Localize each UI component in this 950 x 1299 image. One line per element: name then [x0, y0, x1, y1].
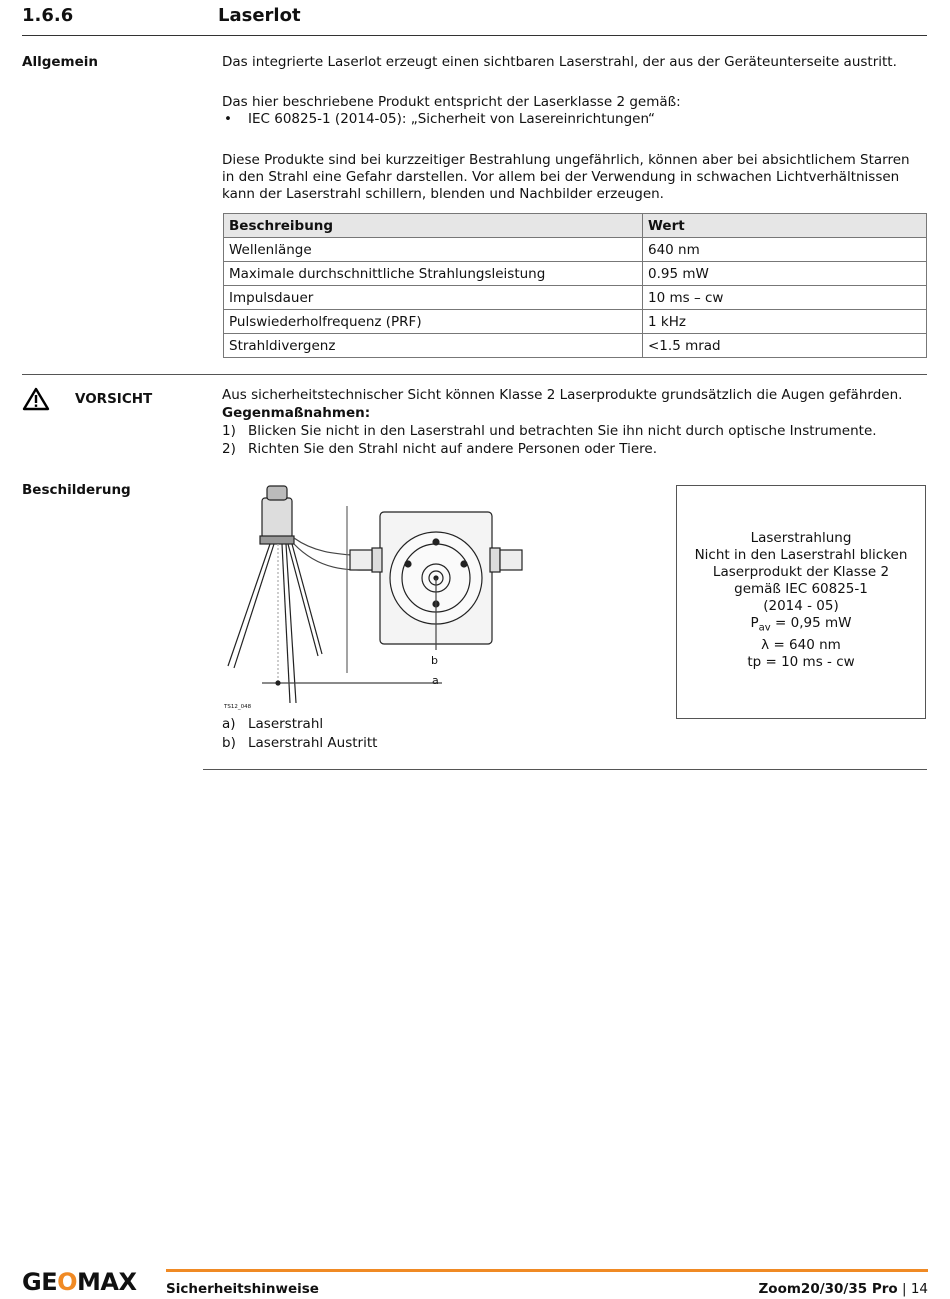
logo-o: O — [57, 1268, 77, 1296]
table-cell: <1.5 mrad — [643, 334, 927, 358]
section-title: Laserlot — [218, 5, 301, 26]
table-cell: 1 kHz — [643, 310, 927, 334]
legend-item-b — [222, 735, 927, 752]
footer-section: Sicherheitshinweise — [166, 1281, 319, 1297]
table-row — [224, 238, 927, 262]
table-row — [224, 334, 927, 358]
sign-line: Laserstrahlung — [750, 530, 852, 546]
general-bullet — [222, 111, 927, 128]
table-row — [224, 310, 927, 334]
table-cell: 640 nm — [643, 238, 927, 262]
section-number: 1.6.6 — [22, 5, 74, 26]
table-row — [224, 262, 927, 286]
laser-plummet-illustration — [222, 478, 532, 718]
sign-line: Nicht in den Laserstrahl blicken — [694, 547, 908, 563]
table-cell: Wellenlänge — [224, 238, 643, 262]
table-cell: Pulswiederholfrequenz (PRF) — [224, 310, 643, 334]
power-symbol: P — [750, 615, 759, 631]
footer-product-page — [759, 1281, 928, 1297]
footer-separator: | — [897, 1281, 911, 1297]
section-end-rule — [203, 769, 927, 770]
warning-triangle-icon — [22, 387, 50, 411]
pulse-line: tp = 10 ms - cw — [747, 653, 855, 670]
sign-line: (2014 - 05) — [763, 598, 839, 614]
caution-top-rule — [22, 374, 927, 375]
logo-text-left: GE — [22, 1268, 58, 1296]
legend-key: a) — [222, 716, 236, 732]
legend-text: Laserstrahl — [248, 716, 324, 732]
footer-accent-bar — [166, 1269, 928, 1272]
power-value: = 0,95 mW — [770, 615, 852, 631]
power-subscript: av — [758, 622, 771, 634]
table-cell: Strahldivergenz — [224, 334, 643, 358]
step-number: 1) — [222, 423, 236, 439]
caution-text: Aus sicherheitstechnischer Sicht können Klasse 2 Laserprodukte grundsätzlich die Augen gefährden. — [222, 387, 903, 403]
general-label: Allgemein — [22, 54, 98, 70]
countermeasure-1 — [222, 423, 927, 440]
bullet-marker: • — [224, 111, 232, 127]
sign-line: Laserprodukt der Klasse 2 — [712, 564, 890, 580]
header-rule — [22, 35, 927, 36]
table-header-cell: Wert — [643, 214, 927, 238]
geomax-logo — [22, 1268, 136, 1296]
legend-key: b) — [222, 735, 236, 751]
table-cell: Impulsdauer — [224, 286, 643, 310]
callout-a: a — [432, 674, 439, 687]
step-text: Richten Sie den Strahl nicht auf andere Personen oder Tiere. — [248, 441, 658, 457]
sign-line: gemäß IEC 60825-1 — [734, 581, 868, 597]
countermeasures-title: Gegenmaßnahmen: — [222, 405, 371, 421]
step-text: Blicken Sie nicht in den Laserstrahl und betrachten Sie ihn nicht durch optische Instrumente. — [248, 423, 877, 439]
countermeasure-2 — [222, 441, 927, 458]
signage-label: Beschilderung — [22, 482, 131, 498]
laser-spec-table — [223, 213, 927, 358]
general-paragraph-1: Das integrierte Laserlot erzeugt einen sichtbaren Laserstrahl, der aus der Geräteunterseite austritt. — [222, 54, 897, 70]
table-header-cell: Beschreibung — [224, 214, 643, 238]
figure-id: TS12_048 — [224, 704, 252, 710]
wavelength-line: λ = 640 nm — [761, 636, 841, 653]
footer-page-number: 14 — [910, 1281, 928, 1297]
callout-b: b — [431, 654, 438, 667]
legend-text: Laserstrahl Austritt — [248, 735, 378, 751]
general-paragraph-2: Das hier beschriebene Produkt entspricht der Laserklasse 2 gemäß: — [222, 94, 681, 110]
step-number: 2) — [222, 441, 236, 457]
power-line — [677, 615, 925, 637]
table-cell: 0.95 mW — [643, 262, 927, 286]
table-cell: 10 ms – cw — [643, 286, 927, 310]
table-cell: Maximale durchschnittliche Strahlungsleistung — [224, 262, 643, 286]
laser-warning-label — [676, 485, 926, 719]
table-row — [224, 286, 927, 310]
general-paragraph-3: Diese Produkte sind bei kurzzeitiger Bestrahlung ungefährlich, können aber bei absichtlichem Starren in den Strahl eine Gefahr darstellen. Vor allem bei der Verwendung in schwachen Lichtverhältnissen kann der Laserstrahl schillern, blenden und Nachbilder erzeugen. — [222, 152, 910, 202]
caution-label: VORSICHT — [75, 391, 153, 407]
bullet-text: IEC 60825-1 (2014-05): „Sicherheit von Lasereinrichtungen“ — [248, 111, 656, 127]
table-header-row — [224, 214, 927, 238]
footer-product: Zoom20/30/35 Pro — [758, 1281, 898, 1297]
logo-text-right: MAX — [77, 1268, 137, 1296]
